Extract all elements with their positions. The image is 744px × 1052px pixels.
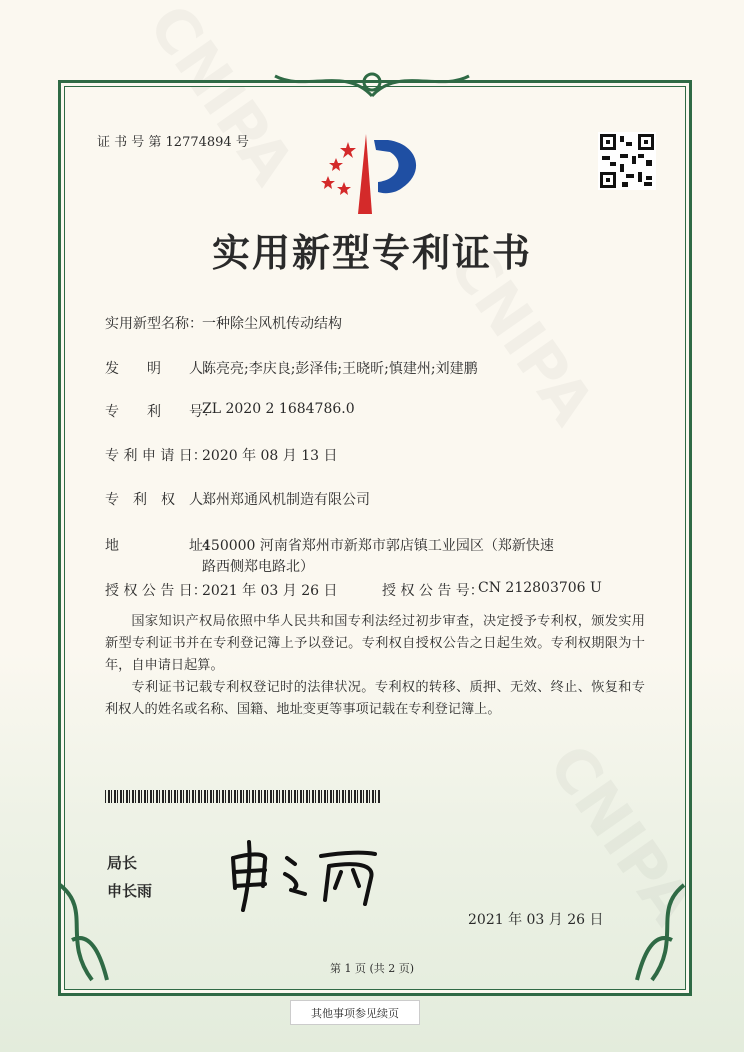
page-indicator: 第 1 页 (共 2 页) [329,962,415,975]
application-date: 2020 年 08 月 13 日 [202,448,338,464]
field-label: 专 利 号： [105,404,217,420]
patentee: 郑州郑通风机制造有限公司 [202,492,370,508]
paragraph: 专利证书记载专利权登记时的法律状况。专利权的转移、质押、无效、终止、恢复和专利权人的姓名或名称、国籍、地址变更等事项记载在专利登记簿上。 [105,680,645,717]
signer-name: 申长雨 [107,882,153,900]
address-line-2: 路西侧郑电路北） [202,559,314,575]
patent-number: ZL 2020 2 1684786.0 [202,401,355,417]
cnipa-logo [318,132,428,216]
address-line-1: 450000 河南省郑州市新郑市郭店镇工业园区（郑新快速 [202,538,554,554]
publication-number: CN 212803706 U [478,580,602,596]
certificate-statement [105,611,645,721]
field-label: 发 明 人： [105,361,217,377]
barcode [105,790,380,803]
qr-code[interactable] [598,132,656,190]
signer-title: 局长 [107,854,138,872]
field-label: 实用新型名称： [105,316,203,332]
field-label: 地 址： [105,538,217,554]
paragraph: 国家知识产权局依照中华人民共和国专利法经过初步审查，决定授予专利权，颁发实用新型专利证书并在专利登记簿上予以登记。专利权自授权公告之日起生效。专利权期限为十年，自申请日起算。 [105,614,645,673]
ornament-top [265,62,479,102]
issue-date: 2021 年 03 月 26 日 [468,912,604,928]
utility-model-name: 一种除尘风机传动结构 [202,316,342,332]
field-label: 授 权 公 告 号： [382,583,484,599]
grant-date: 2021 年 03 月 26 日 [202,583,338,599]
inventors: 陈亮亮;李庆良;彭泽伟;王晓昕;慎建州;刘建鹏 [202,361,478,377]
continued-note: 其他事项参见续页 [290,1000,420,1025]
field-label: 专 利 权 人： [105,492,217,508]
certificate-title: 实用新型专利证书 [211,230,532,275]
signature [225,838,390,913]
certificate-number: 证 书 号 第 12774894 号 [97,135,249,150]
field-label: 授 权 公 告 日： [105,583,207,599]
field-label: 专 利 申 请 日： [105,448,207,464]
